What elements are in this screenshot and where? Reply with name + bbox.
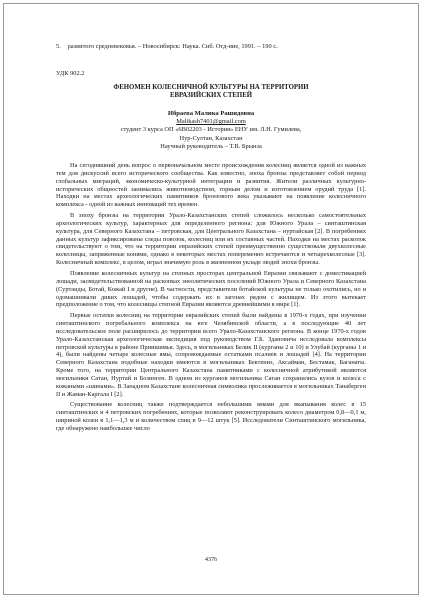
reference-number: 5. [56,43,61,50]
author-email-link[interactable]: Malikash7401@gmail.com [176,118,246,126]
udk-code: УДК 902.2 [56,70,85,77]
article-title-line: ЕВРАЗИЙСКИХ СТЕПЕЙ [169,92,253,100]
page-number: 4376 [205,557,217,563]
reference-line [56,43,366,51]
article-body [56,162,366,436]
author-block [56,110,366,151]
author-location: Нур-Султан, Казахстан [179,134,243,142]
author-name: Ибраева Малика Рашидовна [167,110,255,117]
body-paragraph: Существование колесниц также подтверждается небольшими ямами для вкапывания колес в 15 синташтинских и 4 петровских погребениях, которые позволяют реконструировать колесо диаметром 0,8—0,1 м, шириной колеи в 1,1—1,3 м и количеством спиц в 9—12 штук [5]. Исследователи Синташтинского могильника, где обнаружено наибольшее число [56,401,366,432]
article-title-line: ФЕНОМЕН КОЛЕСНИЧНОЙ КУЛЬТУРЫ НА ТЕРРИТОРИИ [113,84,309,91]
article-title [56,84,366,101]
reference-text: развитого средневековья. – Новосибирск: Наука. Сиб. Отд-ние, 1991. – 190 с. [67,43,278,50]
body-paragraph: На сегодняшний день вопрос о первоначальном месте происхождения колесниц является одной из важных тем для дискуссий всего исторического сообщества. Как известно, эпоха бронзы представляет собой период глобальных миграций, экономическо-культурной интеграции и развития. Жители различных культурно-исторических общностей занимались животноводством, горным делом и изготовлением орудий труда [1]. Находки на местах археологических памятников бронзового века указывают на появление колесничного комплекса - одной из важных инноваций тех времен. [56,162,366,209]
supervisor: Научный руководитель – Т.В. Брынза [160,142,262,150]
body-paragraph: В эпоху бронзы на территории Урало-Казахстанских степей сложилось несколько самостоятельных археологических культур, характерных для определенного региона: для Южного Урала – синташтинская культура, для Северного Казахстана – петровская, для Центрального Казахстана – нуртайская [2]. В погребениях данных культур зафиксированы следы повозок, колесниц или их составных частей. Находки на местах раскопок свидетельствуют о том, что на территории евразийских степей преимущественно существовали двухколесные колесницы, запряженные конями, однако в некоторых местах попеременно встречаются и четырехколесные [3]. Колесничный комплекс, в целом, играл значимую роль в жизненном укладе людей эпохи бронзы. [56,212,366,267]
author-affiliation: студент 3 курса ОП «6В02203 - История» ЕНУ им. Л.Н. Гумилева, [120,126,302,134]
body-paragraph: Появление колесничных культур на степных просторах центральной Евразии связывают с доместикацией лошади, засвидетельствованной на раскопках энеолитических поселений Южного Урала и Северного Казахстана (Суртанды, Ботай, Кожай I и другие). В частности, представители ботайской культуры не только охотились, но и одомашнивали диких лошадей, чтобы содержать их в загонах рядом с жилищем. Из этого вытекает предположение о том, что колесницы степной Евразии являются древнейшими в мире [1]. [56,269,366,309]
body-paragraph: Первые остатки колесниц на территории евразийских степей были найдены в 1970-х годах, при изучении синташтинского погребального комплекса на юге Челябинской области, а в последующие 40 лет исследовательское поле расширилось до территории всего Урало-Казахстанского региона. В конце 1970-х годов Урало-Казахстанская археологическая экспедиция под руководством Г.Б. Здановича исследовала комплексы петровской культуры в районе Приишимья. Здесь, в могильниках Бeлик II (курганы 2 и 10) и Улубай (курганы 1 и 4), были найдены четыре колесные ямы, сопровождаемые остатками псалиев и лошадей [4]. На территории Северного Казахстана подобные находки имеются в могильниках Бектениз, Аксайман, Бестамак, Баганаты. Кроме того, на территории Центрального Казахстана памятниками с колесничной атрибутикой являются могильники Сатан, Нуртай и Бозинген. В одном из курганов могильника Сатан сохранились кузов и колеса с кожаными «шинами». В Западном Казахстане колесничная символика прослеживается в могильниках Танаберген II и Жаман-Каргала I [2]. [56,312,366,398]
